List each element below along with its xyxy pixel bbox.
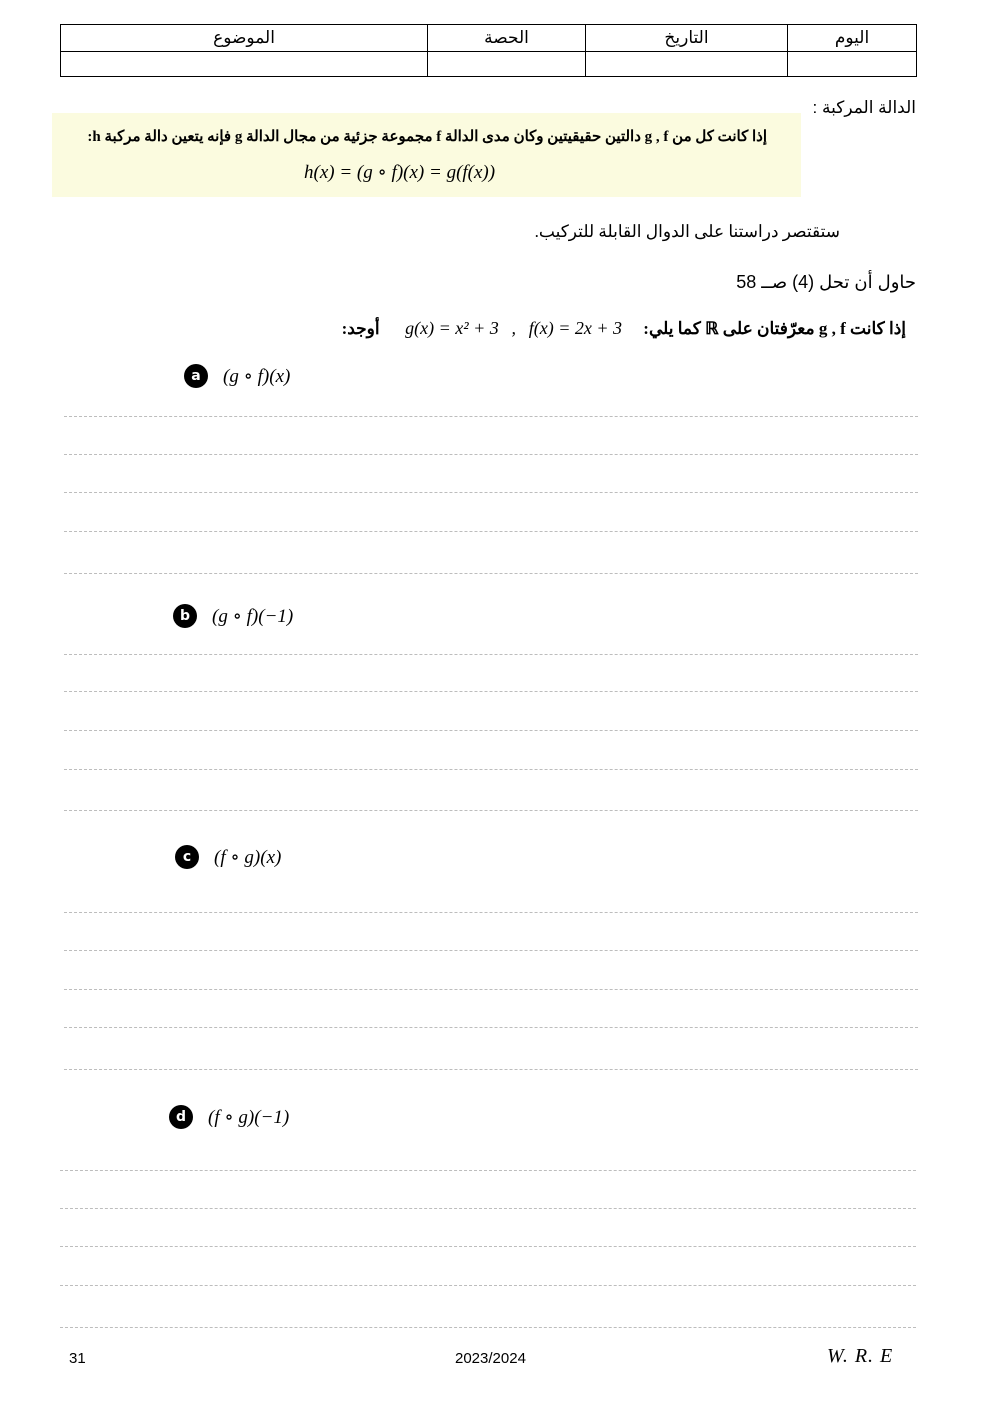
given-statement xyxy=(342,318,906,339)
header-date-cell[interactable] xyxy=(586,52,788,77)
answer-line[interactable] xyxy=(64,691,918,692)
definition-text: إذا كانت كل من g , f دالتين حقيقيتين وكان مدى الدالة f مجموعة جزئية من مجال الدالة g فإنه يتعين دالة مركبة h: xyxy=(87,129,767,145)
answer-line[interactable] xyxy=(64,810,918,811)
badge-c: c xyxy=(175,845,199,869)
answer-line[interactable] xyxy=(64,492,918,493)
header-day: اليوم xyxy=(788,25,917,52)
definition-box xyxy=(52,113,801,197)
answer-line[interactable] xyxy=(64,416,918,417)
answer-line[interactable] xyxy=(64,950,918,951)
answer-line[interactable] xyxy=(64,1069,918,1070)
answer-line[interactable] xyxy=(64,730,918,731)
answer-line[interactable] xyxy=(60,1327,916,1328)
answer-line[interactable] xyxy=(64,989,918,990)
part-a-expression: (g ∘ f)(x) xyxy=(223,365,291,387)
answer-line[interactable] xyxy=(64,769,918,770)
badge-d: d xyxy=(169,1105,193,1129)
answer-line[interactable] xyxy=(64,654,918,655)
answer-line[interactable] xyxy=(60,1170,916,1171)
school-year: 2023/2024 xyxy=(455,1350,526,1367)
header-table xyxy=(60,24,917,77)
separator: , xyxy=(511,318,517,338)
part-c-expression: (f ∘ g)(x) xyxy=(214,846,282,868)
part-c xyxy=(175,845,281,869)
answer-line[interactable] xyxy=(60,1285,916,1286)
answer-line[interactable] xyxy=(64,573,918,574)
part-a xyxy=(184,364,290,388)
given-text: إذا كانت g , f معرّفتان على ℝ كما يلي: xyxy=(643,319,906,338)
part-b xyxy=(173,604,293,628)
answer-line[interactable] xyxy=(64,531,918,532)
answer-line[interactable] xyxy=(64,454,918,455)
header-subject-cell[interactable] xyxy=(61,52,428,77)
badge-a: a xyxy=(184,364,208,388)
answer-line[interactable] xyxy=(64,1027,918,1028)
part-b-expression: (g ∘ f)(−1) xyxy=(212,605,294,627)
header-day-cell[interactable] xyxy=(788,52,917,77)
part-d xyxy=(169,1105,289,1129)
answer-line[interactable] xyxy=(60,1246,916,1247)
part-d-expression: (f ∘ g)(−1) xyxy=(208,1106,290,1128)
note-text: ستقتصر دراستنا على الدوال القابلة للتركيب. xyxy=(534,222,840,241)
header-period-cell[interactable] xyxy=(428,52,586,77)
answer-line[interactable] xyxy=(60,1208,916,1209)
f-definition: f(x) = 2x + 3 xyxy=(528,318,623,338)
find-label: أوجد: xyxy=(341,319,380,338)
try-it-heading: حاول أن تحل (4) صــ 58 xyxy=(736,272,916,292)
page-number: 31 xyxy=(69,1350,86,1367)
author-signature: W. R. E xyxy=(827,1345,894,1367)
header-date: التاريخ xyxy=(586,25,788,52)
g-definition: g(x) = x² + 3 xyxy=(405,318,499,338)
header-subject: الموضوع xyxy=(61,25,428,52)
badge-b: b xyxy=(173,604,197,628)
answer-line[interactable] xyxy=(64,912,918,913)
definition-formula: h(x) = (g ∘ f)(x) = g(f(x)) xyxy=(304,162,496,183)
section-title: الدالة المركبة : xyxy=(812,98,916,117)
header-period: الحصة xyxy=(428,25,586,52)
